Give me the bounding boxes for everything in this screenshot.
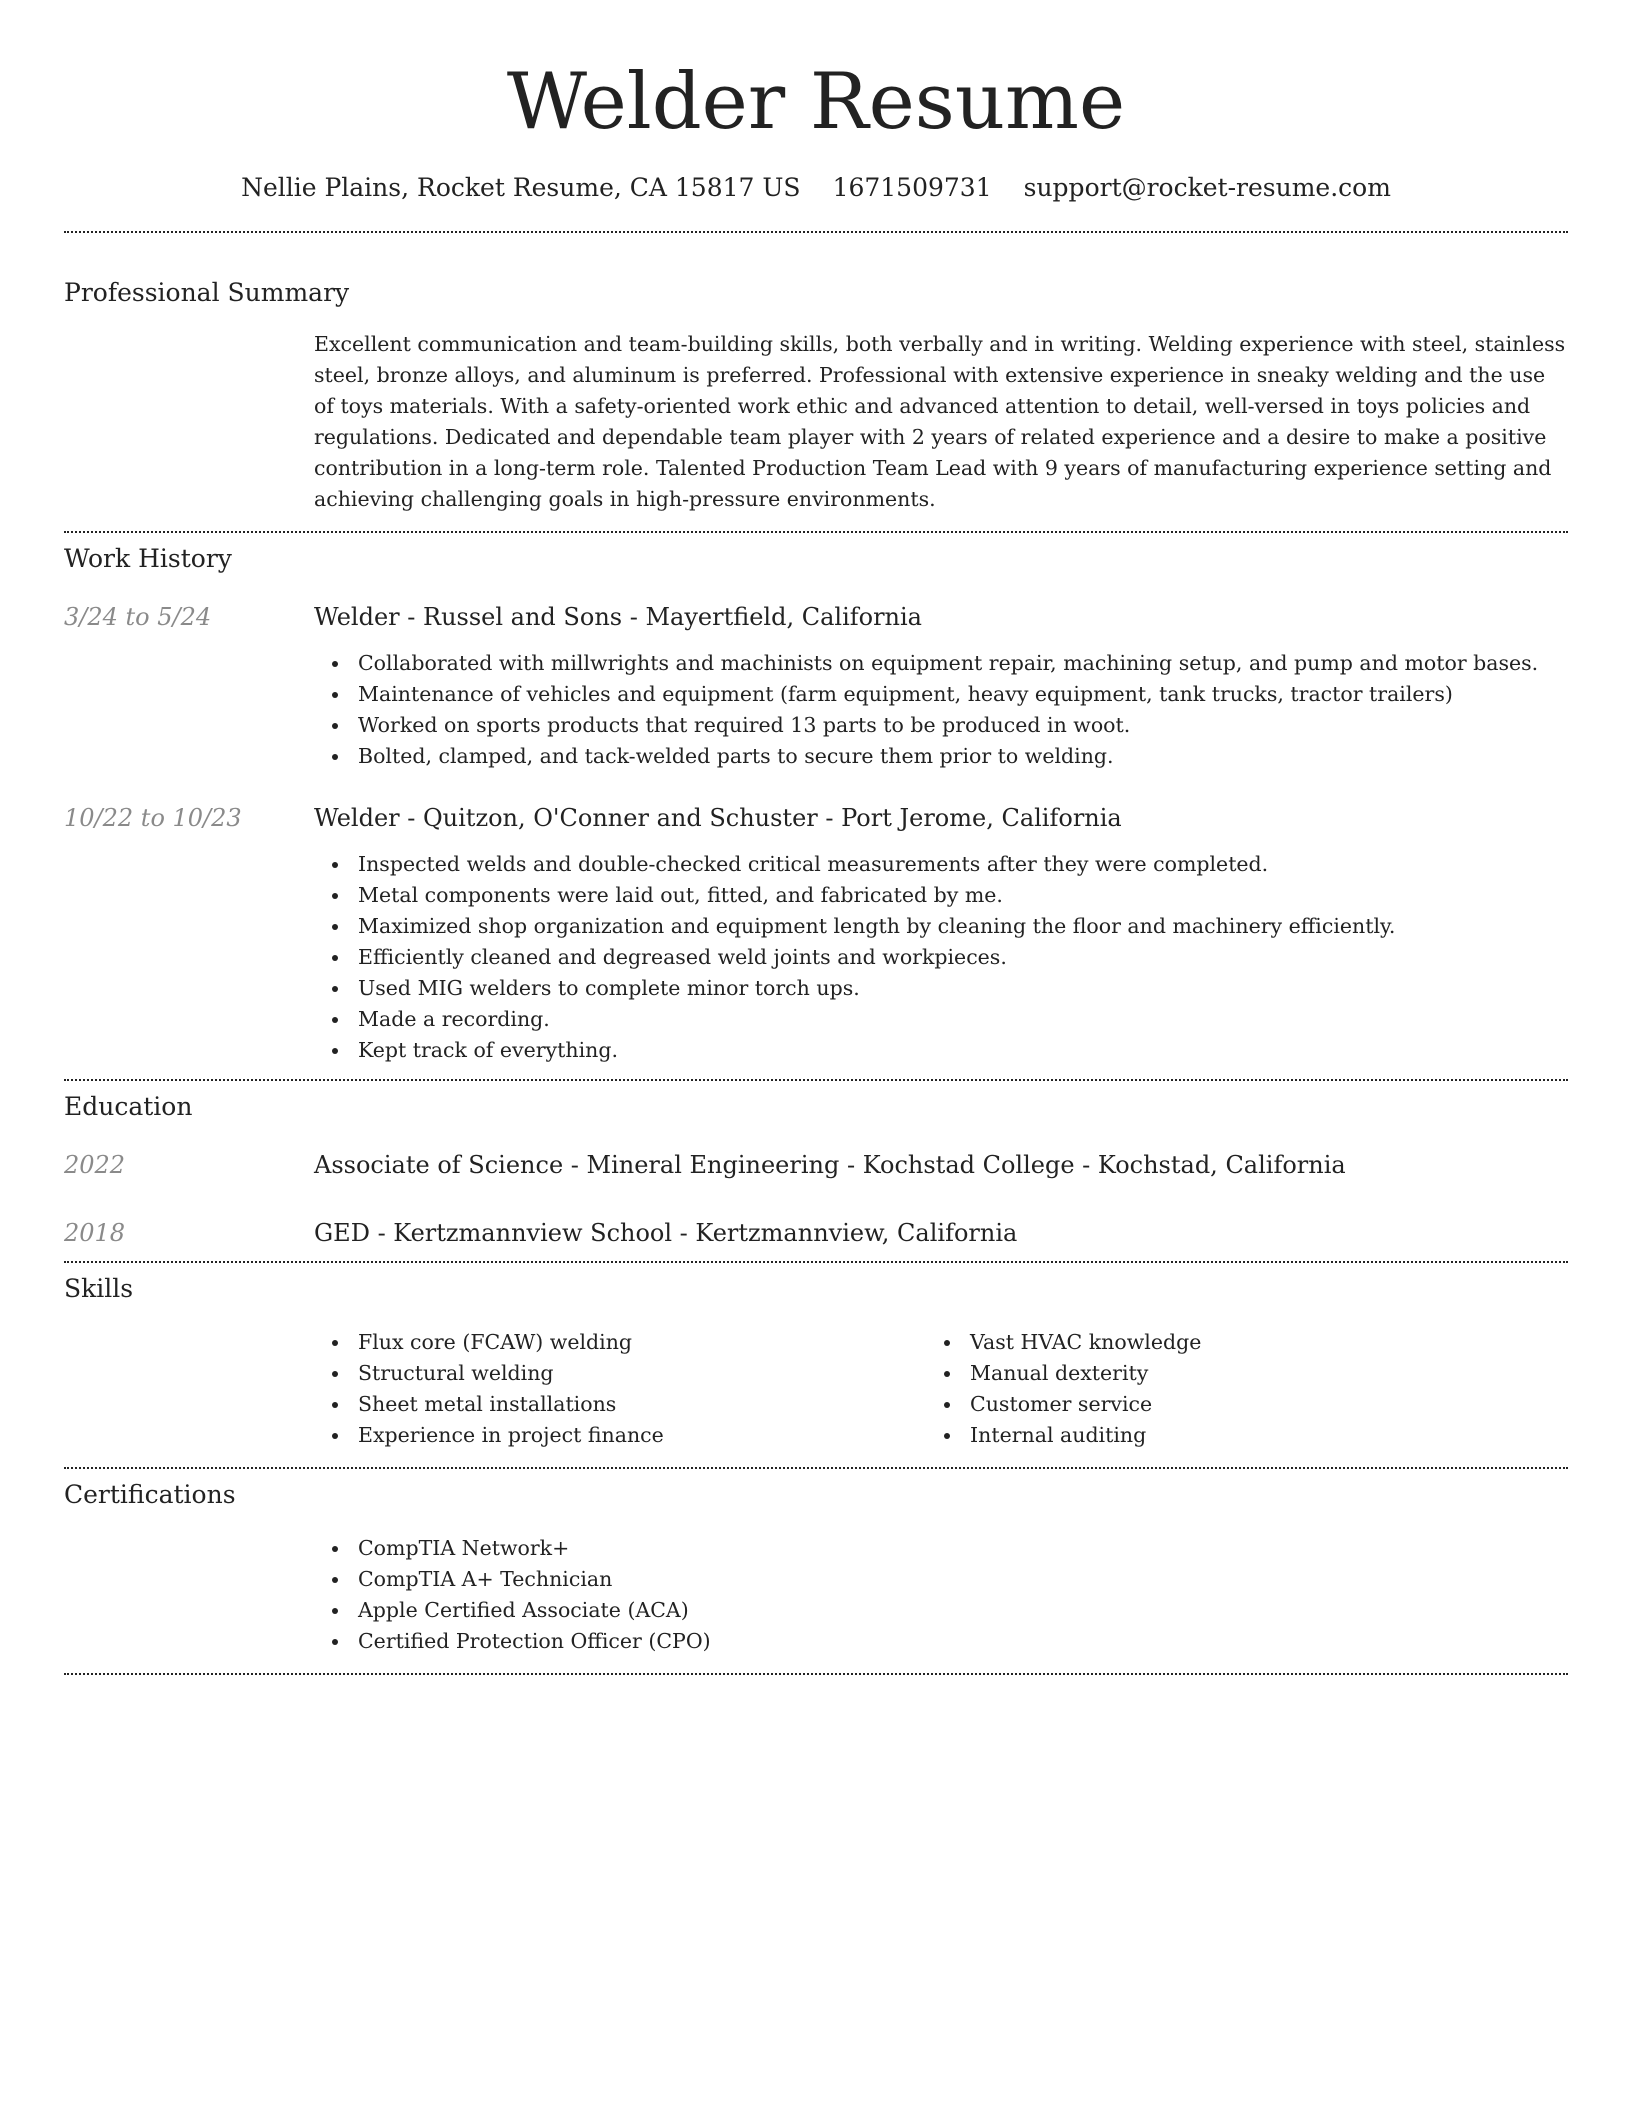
section-divider (64, 1261, 1568, 1263)
contact-phone: 1671509731 (832, 173, 992, 202)
list-item: Used MIG welders to complete minor torch ups. (358, 973, 1568, 1004)
list-item: Manual dexterity (970, 1358, 1568, 1389)
job-duties (314, 849, 1568, 1066)
education-title: GED - Kertzmannview School - Kertzmannview, California (314, 1219, 1018, 1247)
job-title: Welder - Quitzon, O'Conner and Schuster - Port Jerome, California (314, 804, 1122, 832)
summary-heading: Professional Summary (64, 278, 350, 307)
job-entry (64, 601, 1568, 772)
contact-address: Nellie Plains, Rocket Resume, CA 15817 US (241, 173, 801, 202)
section-divider (64, 1467, 1568, 1469)
job-title: Welder - Russel and Sons - Mayertfield, California (314, 603, 922, 631)
list-item: Experience in project finance (358, 1420, 926, 1451)
list-item: Customer service (970, 1389, 1568, 1420)
skills-heading: Skills (64, 1274, 134, 1303)
skills-column-left (314, 1327, 926, 1451)
section-divider (64, 1673, 1568, 1675)
list-item: Structural welding (358, 1358, 926, 1389)
list-item: Certified Protection Officer (CPO) (358, 1626, 1568, 1657)
section-divider (64, 1079, 1568, 1081)
list-item: Maximized shop organization and equipment length by cleaning the floor and machinery efficiently. (358, 911, 1568, 942)
job-dates: 10/22 to 10/23 (64, 804, 242, 832)
list-item: Flux core (FCAW) welding (358, 1327, 926, 1358)
resume-title: Welder Resume (506, 57, 1126, 147)
certifications-heading: Certifications (64, 1480, 236, 1509)
education-heading: Education (64, 1092, 193, 1121)
education-entry (64, 1149, 1568, 1181)
list-item: Vast HVAC knowledge (970, 1327, 1568, 1358)
skills-list (64, 1327, 1568, 1451)
list-item: Made a recording. (358, 1004, 1568, 1035)
list-item: Maintenance of vehicles and equipment (farm equipment, heavy equipment, tank trucks, tractor trailers) (358, 679, 1568, 710)
education-title: Associate of Science - Mineral Engineering - Kochstad College - Kochstad, California (314, 1151, 1346, 1179)
list-item: CompTIA A+ Technician (358, 1564, 1568, 1595)
job-entry (64, 802, 1568, 1066)
skills-column-right (926, 1327, 1568, 1451)
list-item: Efficiently cleaned and degreased weld joints and workpieces. (358, 942, 1568, 973)
list-item: Bolted, clamped, and tack-welded parts to secure them prior to welding. (358, 741, 1568, 772)
education-year: 2018 (64, 1219, 126, 1247)
list-item: CompTIA Network+ (358, 1533, 1568, 1564)
list-item: Metal components were laid out, fitted, and fabricated by me. (358, 880, 1568, 911)
list-item: Internal auditing (970, 1420, 1568, 1451)
job-dates: 3/24 to 5/24 (64, 603, 212, 631)
list-item: Kept track of everything. (358, 1035, 1568, 1066)
list-item: Worked on sports products that required 13 parts to be produced in woot. (358, 710, 1568, 741)
resume-page (64, 0, 1568, 1675)
certifications-list (314, 1533, 1568, 1657)
contact-line (64, 168, 1568, 208)
education-entry (64, 1217, 1568, 1249)
list-item: Inspected welds and double-checked critical measurements after they were completed. (358, 849, 1568, 880)
education-year: 2022 (64, 1151, 126, 1179)
job-duties (314, 648, 1568, 772)
section-divider (64, 231, 1568, 233)
summary-text: Excellent communication and team-building skills, both verbally and in writing. Welding experience with steel, stainless steel, bronze alloys, and aluminum is preferred. Professional with extensive experience in sneaky welding and the use of toys materials. With a safety-oriented work ethic and advanced attention to detail, well-versed in toys policies and regulations. Dedicated and dependable team player with 2 years of related experience and a desire to make a positive contribution in a long-term role. Talented Production Team Lead with 9 years of manufacturing experience setting and achieving challenging goals in high-pressure environments. (314, 332, 1566, 511)
list-item: Sheet metal installations (358, 1389, 926, 1420)
contact-email: support@rocket-resume.com (1023, 173, 1391, 202)
work-history-heading: Work History (64, 544, 232, 573)
list-item: Apple Certified Associate (ACA) (358, 1595, 1568, 1626)
list-item: Collaborated with millwrights and machinists on equipment repair, machining setup, and pump and motor bases. (358, 648, 1568, 679)
section-divider (64, 531, 1568, 533)
